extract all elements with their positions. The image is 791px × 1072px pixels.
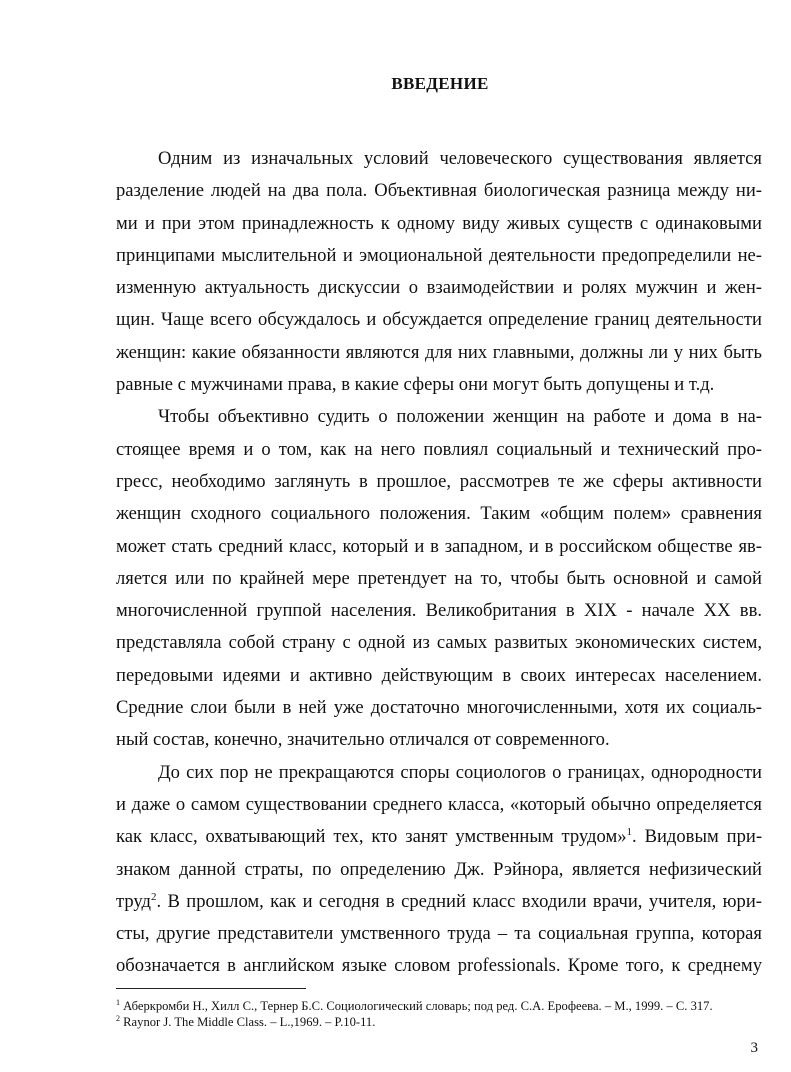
text-line: и даже о самом существовании среднего класса, «который обычно определяется bbox=[116, 793, 762, 815]
footnote-mark: 1 bbox=[116, 997, 120, 1007]
body-text bbox=[116, 143, 762, 983]
text-line: ми и при этом принадлежность к одному виду живых существ с одинаковыми bbox=[116, 212, 762, 234]
text-line: женщин сходного социального положения. Таким «общим полем» сравнения bbox=[116, 503, 762, 525]
page-title: ВВЕДЕНИЕ bbox=[391, 74, 489, 93]
footnote-item bbox=[116, 1014, 766, 1030]
text-line: Одним из изначальных условий человеческого существования является bbox=[158, 148, 762, 169]
text-fragment: труд bbox=[116, 890, 151, 912]
text-line: ляется или по крайней мере претендует на то, чтобы быть основной и самой bbox=[116, 567, 762, 589]
text-line: Средние слои были в ней уже достаточно многочисленными, хотя их социаль- bbox=[116, 697, 762, 719]
footnote-mark: 2 bbox=[116, 1013, 120, 1023]
text-line: принципами мыслительной и эмоциональной деятельности предопределили не- bbox=[116, 244, 762, 266]
text-line: стоящее время и о том, как на него повлиял социальный и технический про- bbox=[116, 438, 762, 460]
paragraph-1 bbox=[116, 143, 762, 401]
footnote-divider bbox=[116, 988, 306, 989]
footnote-text: Raynor J. The Middle Class. – L.,1969. – P.10-11. bbox=[123, 1015, 376, 1029]
text-line: многочисленной группой населения. Великобритания в XIX - начале XX вв. bbox=[116, 600, 762, 622]
text-line: Чтобы объективно судить о положении женщин на работе и дома в на- bbox=[158, 406, 762, 428]
footnotes bbox=[116, 998, 766, 1030]
text-line: обозначается в английском языке словом professionals. Кроме того, к среднему bbox=[116, 955, 762, 977]
text-line: равные с мужчинами права, в какие сферы они могут быть допущены и т.д. bbox=[116, 374, 715, 396]
text-line: сты, другие представители умственного труда – та социальная группа, которая bbox=[116, 923, 762, 945]
text-line: знаком данной страты, по определению Дж. Рэйнора, является нефизический bbox=[116, 858, 762, 880]
text-line: До сих пор не прекращаются споры социологов о границах, однородности bbox=[158, 761, 762, 783]
footnote-text: Аберкромби Н., Хилл С., Тернер Б.С. Социологический словарь; под ред. С.А. Ерофеева. – М., 1999. – С. 317. bbox=[123, 999, 713, 1013]
footnote-ref-1[interactable]: 1 bbox=[626, 826, 633, 839]
footnote-ref-2[interactable]: 2 bbox=[151, 890, 157, 903]
text-fragment: . В прошлом, как и сегодня в средний класс входили врачи, учителя, юри- bbox=[156, 890, 762, 912]
text-line: ный состав, конечно, значительно отличался от современного. bbox=[116, 729, 610, 751]
text-line: передовыми идеями и активно действующим в своих интересах населением. bbox=[116, 664, 762, 686]
text-line: изменную актуальность дискуссии о взаимодействии и ролях мужчин и жен- bbox=[116, 277, 762, 299]
text-line: может стать средний класс, который и в западном, и в российском обществе яв- bbox=[116, 535, 762, 557]
text-line bbox=[116, 821, 762, 853]
text-fragment: как класс, охватывающий тех, кто занят умственным трудом» bbox=[116, 826, 627, 848]
footnote-item bbox=[116, 998, 766, 1014]
page-number: 3 bbox=[750, 1040, 758, 1056]
paragraph-3 bbox=[116, 757, 762, 983]
text-line bbox=[116, 886, 762, 918]
text-line: гресс, необходимо заглянуть в прошлое, рассмотрев те же сферы активности bbox=[116, 470, 762, 492]
text-line: представляла собой страну с одной из самых развитых экономических систем, bbox=[116, 632, 762, 654]
text-line: щин. Чаще всего обсуждалось и обсуждается определение границ деятельности bbox=[116, 309, 762, 331]
text-line: женщин: какие обязанности являются для них главными, должны ли у них быть bbox=[116, 341, 762, 363]
paragraph-2 bbox=[116, 401, 762, 756]
text-line: разделение людей на два пола. Объективная биологическая разница между ни- bbox=[116, 180, 762, 202]
text-fragment: . Видовым при- bbox=[632, 826, 762, 848]
